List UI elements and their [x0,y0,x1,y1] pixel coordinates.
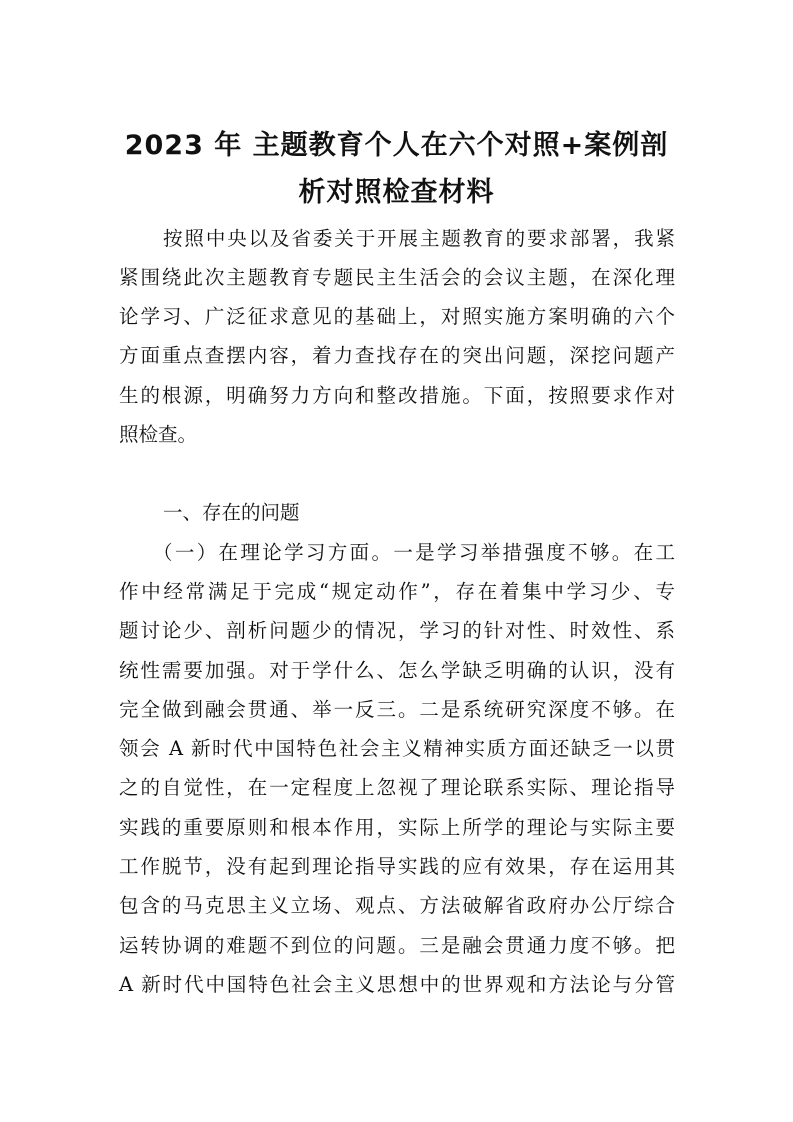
paragraph-line: 按照中央以及省委关于开展主题教育的要求部署，我紧 [163,227,675,250]
paragraph-line: 工作脱节，没有起到理论指导实践的应有效果，存在运用其 [119,855,675,878]
paragraph-line: 包含的马克思主义立场、观点、方法破解省政府办公厅综合 [119,894,675,917]
paragraph-line: 实践的重要原则和根本作用，实际上所学的理论与实际主要 [119,816,675,839]
document-title-line-2: 析对照检查材料 [298,177,495,208]
paragraph-line: 完全做到融会贯通、举一反三。二是系统研究深度不够。在 [119,698,675,721]
paragraph-line: 方面重点查摆内容，着力查找存在的突出问题，深挖问题产 [119,344,675,367]
document-title-line-1: 2023 年 主题教育个人在六个对照+案例剖 [124,130,669,161]
paragraph-line: 运转协调的难题不到位的问题。三是融会贯通力度不够。把 [119,934,675,957]
paragraph-line: 之的自觉性，在一定程度上忽视了理论联系实际、理论指导 [119,776,675,799]
section-heading: 一、存在的问题 [163,501,300,524]
paragraph-line: 作中经常满足于完成“规定动作”，存在着集中学习少、专 [119,580,675,603]
paragraph-line: （一）在理论学习方面。一是学习举措强度不够。在工 [153,541,675,564]
paragraph-line: 紧围绕此次主题教育专题民主生活会的会议主题，在深化理 [119,266,675,289]
paragraph-line: 照检查。 [119,423,198,446]
paragraph-line: 生的根源，明确努力方向和整改措施。下面，按照要求作对 [119,384,675,407]
paragraph-line: 论学习、广泛征求意见的基础上，对照实施方案明确的六个 [119,305,675,328]
paragraph-line: 领会 A 新时代中国特色社会主义精神实质方面还缺乏一以贯 [119,737,675,760]
paragraph-line: 统性需要加强。对于学什么、怎么学缺乏明确的认识，没有 [119,659,675,682]
paragraph-line: A 新时代中国特色社会主义思想中的世界观和方法论与分管 [119,973,675,996]
paragraph-line: 题讨论少、剖析问题少的情况，学习的针对性、时效性、系 [119,619,675,642]
